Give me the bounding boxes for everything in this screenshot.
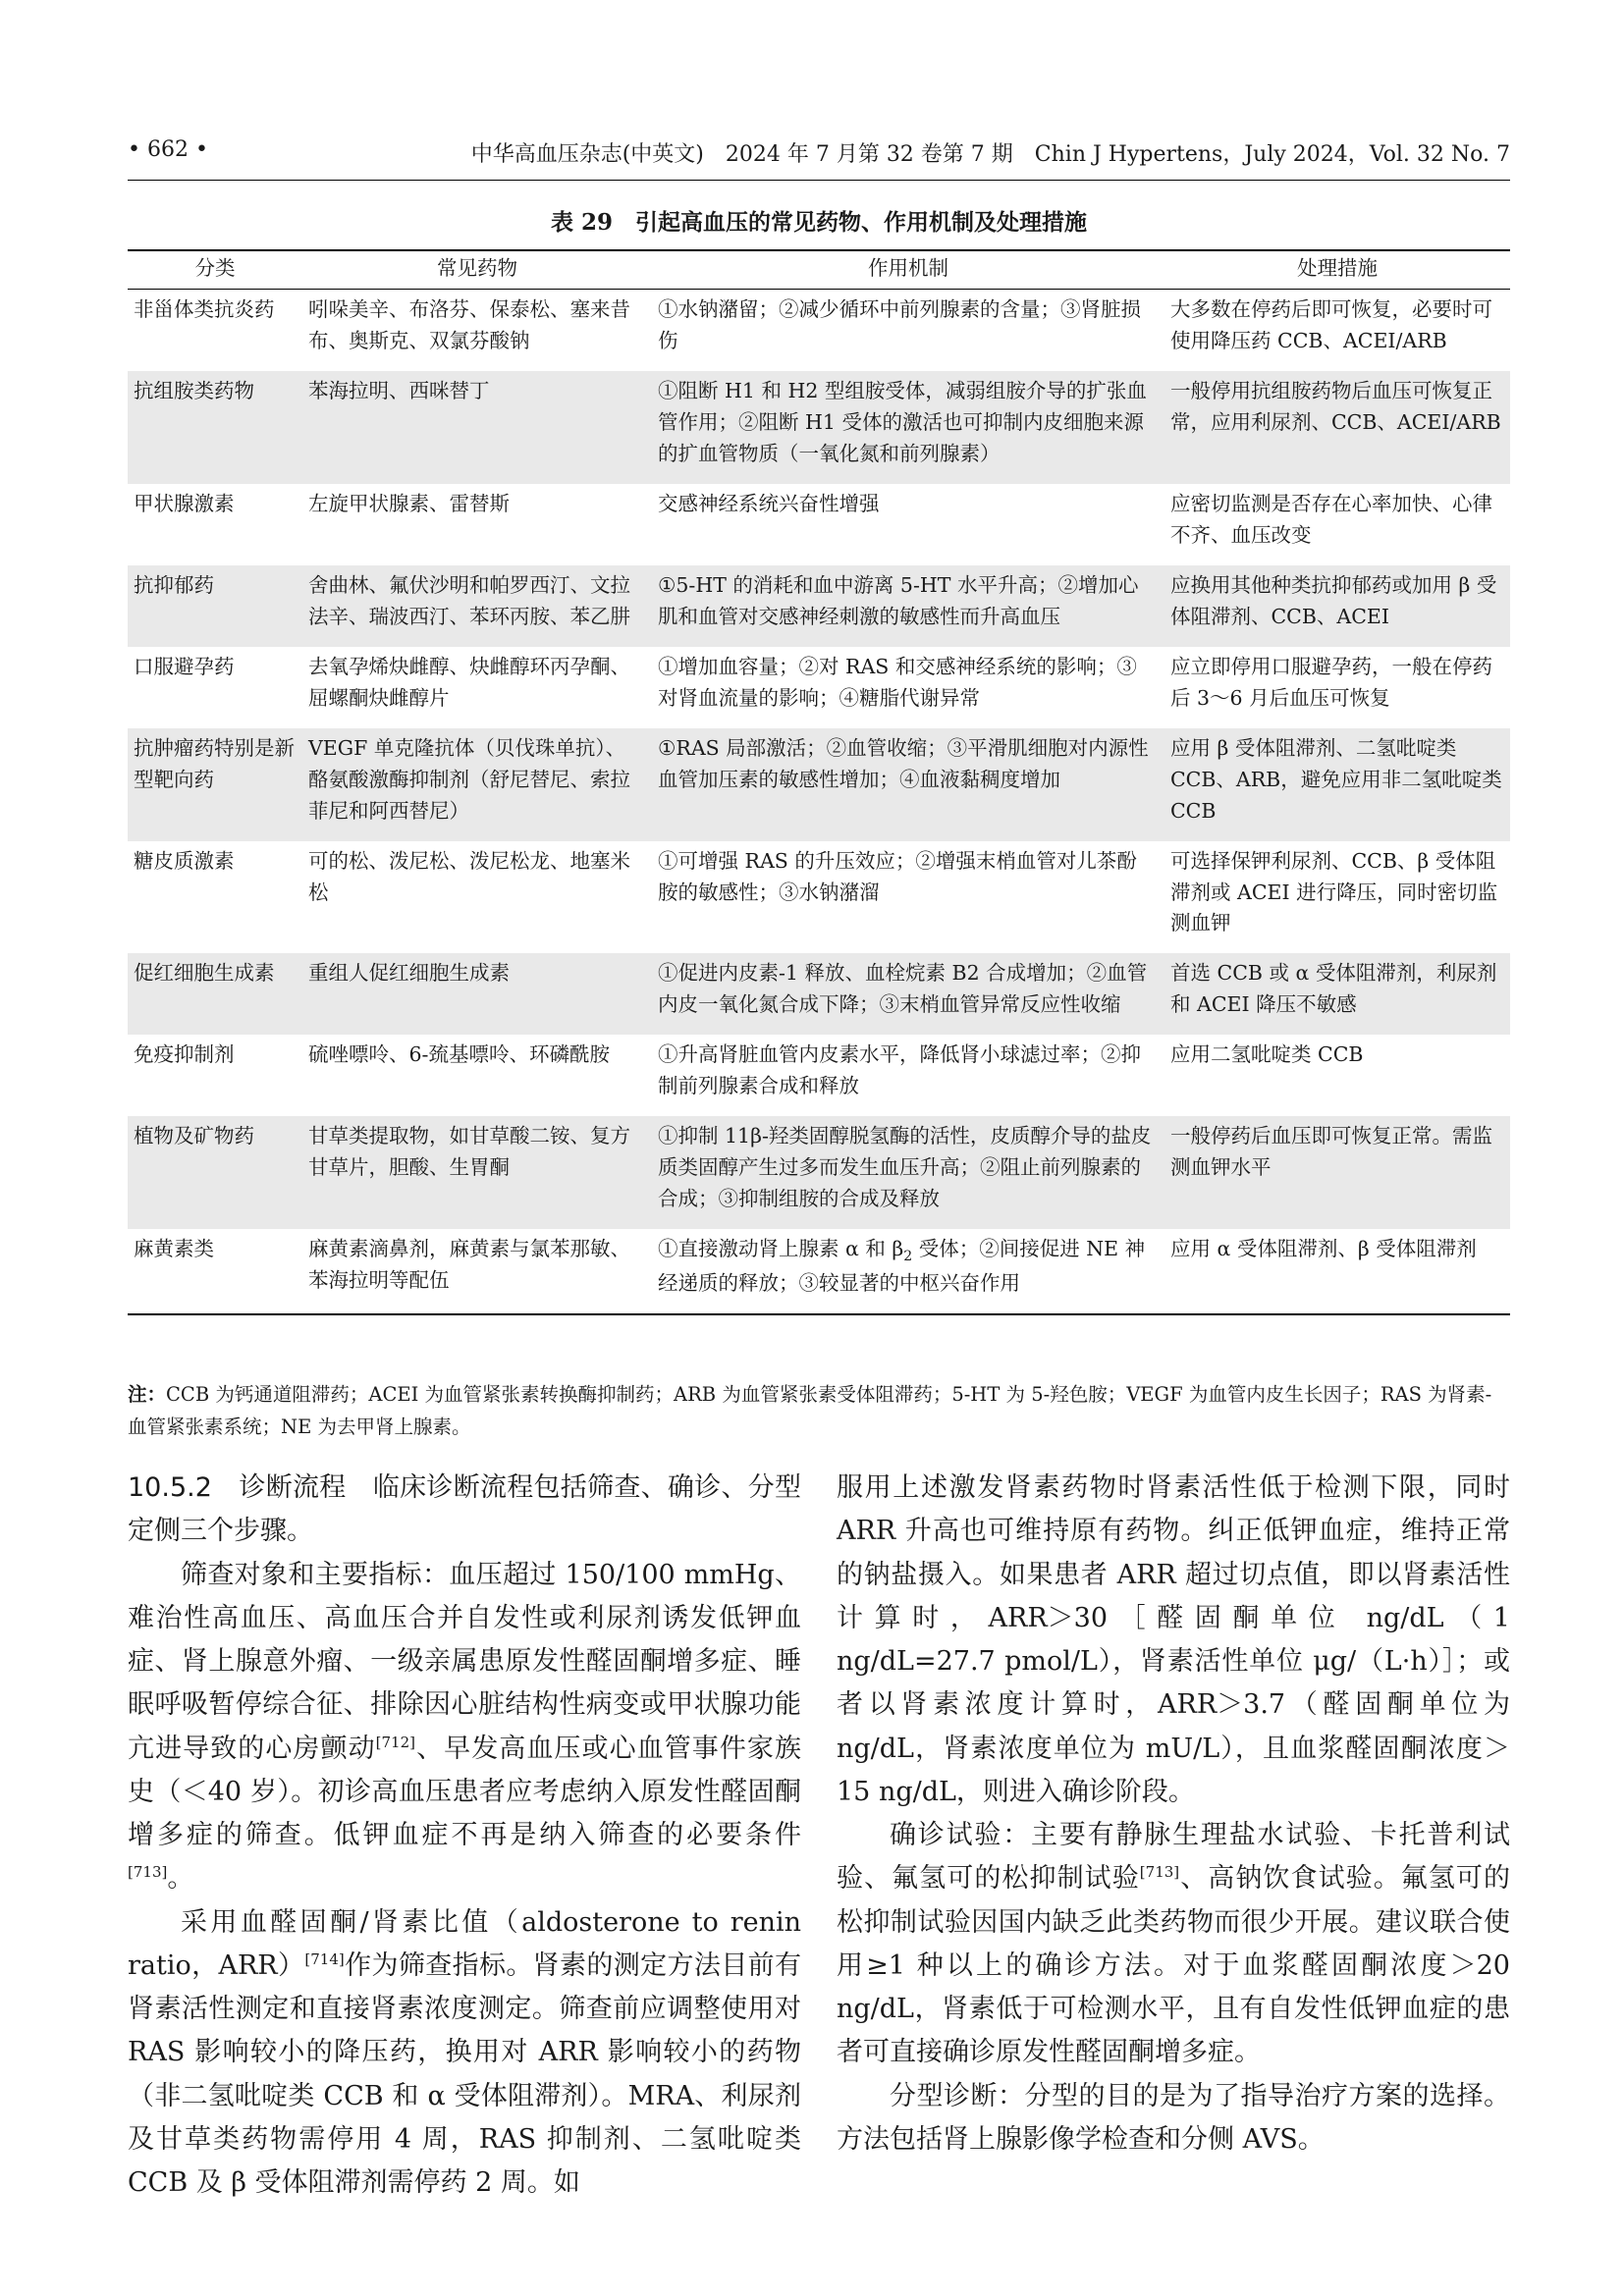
drugs-cell: 左旋甲状腺素、雷替斯 [308,491,510,515]
mechanism-cell: ①5-HT 的消耗和血中游离 5-HT 水平升高；②增加心肌和血管对交感神经刺激的敏感性而升高血压 [652,565,1164,647]
table-row [128,371,1510,484]
category-cell: 非甾体类抗炎药 [134,296,275,321]
paragraph: 分型诊断：分型的目的是为了指导治疗方案的选择。方法包括肾上腺影像学检查和分侧 AVS。 [837,2080,1510,2155]
subscript: 2 [903,1249,913,1265]
mechanism-cell: ①可增强 RAS 的升压效应；②增强末梢血管对儿茶酚胺的敏感性；③水钠潴溜 [658,848,1137,904]
table-footnote [128,1378,1510,1443]
paragraph: 服用上述激发肾素药物时肾素活性低于检测下限，同时 ARR 升高也可维持原有药物。纠正低钾血症，维持正常的钠盐摄入。如果患者 ARR 超过切点值，即以肾素活性计算时，ARR＞30［醛固酮单位 ng/dL（1 ng/dL=27.7 pmol/L），肾素活性单位 μg/（L·h）］；或者以肾素浓度计算时，ARR＞3.7（醛固酮单位为 ng/dL，肾素浓度单位为 mU/L），且血浆醛固酮浓度＞15 ng/dL，则进入确诊阶段。 [837,1472,1510,1807]
table-row [128,953,1510,1035]
treatment-cell: 应换用其他种类抗抑郁药或加用 β 受体阻滞剂、CCB、ACEI [1164,565,1510,647]
paragraph-text: 、早发高血压或心血管事件家族史（＜40 岁）。初诊高血压患者应考虑纳入原发性醛固酮增多症的筛查。低钾血症不再是纳入筛查的必要条件 [128,1733,802,1851]
category-cell: 免疫抑制剂 [134,1042,235,1067]
paragraph-text: 、高钠饮食试验。氟氢可的松抑制试验因国内缺乏此类药物而很少开展。建议联合使用≥1 种以上的确诊方法。对于血浆醛固酮浓度＞20 ng/dL，肾素低于可检测水平，且有自发性低钾血症的患者可直接确诊原发性醛固酮增多症。 [837,1863,1511,2068]
drugs-cell: 麻黄素滴鼻剂，麻黄素与氯苯那敏、苯海拉明等配伍 [302,1229,652,1314]
body-column-left [128,1467,801,2206]
table-row [128,647,1510,728]
paragraph-text: 确诊试验：主要有静脉生理盐水试验、卡托普利试验、氟氢可的松抑制试验 [837,1820,1510,1895]
category-cell: 促红细胞生成素 [128,953,302,1035]
table-row [128,484,1510,565]
mechanism-cell: ①水钠潴留；②减少循环中前列腺素的含量；③肾脏损伤 [658,296,1141,352]
category-cell: 甲状腺激素 [134,491,235,515]
citation: [714] [304,1949,345,1968]
paragraph-text: 。 [167,1863,194,1895]
section-title: 诊断流程 [239,1472,347,1503]
treatment-cell: 可选择保钾利尿剂、CCB、β 受体阻滞剂或 ACEI 进行降压，同时密切监测血钾 [1170,848,1498,935]
paragraph-text: 临床诊断流程包括筛查、确诊、分型定侧三个步骤。 [128,1472,802,1547]
mechanism-cell: ①阻断 H1 和 H2 型组胺受体，减弱组胺介导的扩张血管作用；②阻断 H1 受体的激活也可抑制内皮细胞来源的扩血管物质（一氧化氮和前列腺素） [652,371,1164,484]
mechanism-cell: ①促进内皮素-1 释放、血栓烷素 B2 合成增加；②血管内皮一氧化氮合成下降；③末梢血管异常反应性收缩 [652,953,1164,1035]
mechanism-cell: ①增加血容量；②对 RAS 和交感神经系统的影响；③对肾血流量的影响；④糖脂代谢异常 [658,654,1137,710]
page-number: • 662 • [128,137,208,162]
citation: [713] [1139,1863,1180,1882]
footnote-text: CCB 为钙通道阻滞药；ACEI 为血管紧张素转换酶抑制药；ARB 为血管紧张素受体阻滞药；5-HT 为 5-羟色胺；VEGF 为血管内皮生长因子；RAS 为肾素-血管紧张素系统；NE 为去甲肾上腺素。 [128,1383,1492,1439]
paragraph [837,1814,1510,2075]
treatment-cell: 应用 β 受体阻滞剂、二氢吡啶类 CCB、ARB，避免应用非二氢吡啶类 CCB [1164,728,1510,841]
paragraph-text: 筛查对象和主要指标：血压超过 150/100 mmHg、难治性高血压、高血压合并自发性或利尿剂诱发低钾血症、肾上腺意外瘤、一级亲属患原发性醛固酮增多症、睡眠呼吸暂停综合征、排除因心脏结构性病变或甲状腺功能亢进导致的心房颤动 [128,1559,801,1764]
table-row [128,289,1510,370]
drugs-cell: 吲哚美辛、布洛芬、保泰松、塞来昔布、奥斯克、双氯芬酸钠 [308,296,630,352]
column-header: 处理措施 [1164,250,1510,289]
column-header: 常见药物 [302,250,652,289]
drugs-cell: 硫唑嘌呤、6-巯基嘌呤、环磷酰胺 [308,1042,610,1067]
paragraph [128,1901,801,2206]
category-cell: 抗肿瘤药特别是新型靶向药 [128,728,302,841]
mechanism-cell: ①RAS 局部激活；②血管收缩；③平滑肌细胞对内源性血管加压素的敏感性增加；④血液黏稠度增加 [652,728,1164,841]
table-row [128,728,1510,841]
running-header [128,137,1510,177]
drugs-cell: VEGF 单克隆抗体（贝伐珠单抗）、酪氨酸激酶抑制剂（舒尼替尼、索拉菲尼和阿西替尼） [302,728,652,841]
mechanism-cell: ①抑制 11β-羟类固醇脱氢酶的活性，皮质醇介导的盐皮质类固醇产生过多而发生血压升高；②阻止前列腺素的合成；③抑制组胺的合成及释放 [652,1116,1164,1229]
treatment-cell: 应密切监测是否存在心率加快、心律不齐、血压改变 [1170,491,1492,547]
paragraph-text: 作为筛查指标。肾素的测定方法目前有肾素活性测定和直接肾素浓度测定。筛查前应调整使用对 RAS 影响较小的降压药，换用对 ARR 影响较小的药物（非二氢吡啶类 CCB 和 α 受体阻滞剂）。MRA、利尿剂及甘草类药物需停用 4 周，RAS 抑制剂、二氢吡啶类 CCB 及 β 受体阻滞剂需停药 2 周。如 [128,1949,802,2199]
mechanism-text: 受体；②间接促进 NE 神经递质的释放；③较显著的中枢兴奋作用 [658,1237,1146,1296]
drug-table [128,249,1510,1315]
category-cell: 抗抑郁药 [128,565,302,647]
category-cell: 麻黄素类 [128,1229,302,1314]
category-cell: 抗组胺类药物 [128,371,302,484]
paragraph [128,1554,801,1901]
body-column-right [837,1467,1510,2162]
table-row [128,1035,1510,1116]
paragraph-text: 采用血醛固酮/肾素比值（aldosterone to renin ratio，ARR） [128,1906,801,1981]
table-row [128,841,1510,954]
category-cell: 植物及矿物药 [128,1116,302,1229]
treatment-cell: 一般停用抗组胺药物后血压可恢复正常，应用利尿剂、CCB、ACEI/ARB [1164,371,1510,484]
table-title: 表 29 引起高血压的常见药物、作用机制及处理措施 [550,209,1087,236]
category-cell: 糖皮质激素 [134,848,235,873]
table-row [128,565,1510,647]
citation: [713] [128,1863,168,1882]
treatment-cell: 应用二氢吡啶类 CCB [1170,1042,1364,1067]
mechanism-text: ①直接激动肾上腺素 α 和 β [658,1237,904,1261]
treatment-cell: 应立即停用口服避孕药，一般在停药后 3～6 月后血压可恢复 [1170,654,1492,710]
table-row [128,1229,1510,1314]
treatment-cell: 一般停药后血压即可恢复正常。需监测血钾水平 [1164,1116,1510,1229]
treatment-cell: 大多数在停药后即可恢复，必要时可使用降压药 CCB、ACEI/ARB [1170,296,1492,352]
drugs-cell: 舍曲林、氟伏沙明和帕罗西汀、文拉法辛、瑞波西汀、苯环丙胺、苯乙肼 [302,565,652,647]
drugs-cell: 去氧孕烯炔雌醇、炔雌醇环丙孕酮、屈螺酮炔雌醇片 [308,654,630,710]
paragraph [128,1467,801,1554]
drugs-cell: 可的松、泼尼松、泼尼松龙、地塞米松 [308,848,630,904]
treatment-cell: 首选 CCB 或 α 受体阻滞剂，利尿剂和 ACEI 降压不敏感 [1164,953,1510,1035]
mechanism-cell [652,1229,1164,1314]
treatment-cell: 应用 α 受体阻滞剂、β 受体阻滞剂 [1164,1229,1510,1314]
footnote-label: 注： [128,1383,167,1406]
drugs-cell: 甘草类提取物，如甘草酸二铵、复方甘草片，胆酸、生胃酮 [302,1116,652,1229]
section-number: 10.5.2 [128,1472,212,1503]
drugs-cell: 苯海拉明、西咪替丁 [302,371,652,484]
mechanism-cell: ①升高肾脏血管内皮素水平，降低肾小球滤过率；②抑制前列腺素合成和释放 [658,1042,1141,1098]
mechanism-cell: 交感神经系统兴奋性增强 [658,491,880,515]
column-header: 作用机制 [652,250,1164,289]
citation: [712] [375,1733,415,1751]
drugs-cell: 重组人促红细胞生成素 [302,953,652,1035]
journal-citation: 中华高血压杂志(中英文) 2024 年 7 月第 32 卷第 7 期 Chin J Hypertens，July 2024，Vol. 32 No. 7 [470,142,1510,167]
column-header: 分类 [128,250,302,289]
header-rule [128,180,1510,181]
category-cell: 口服避孕药 [134,654,235,678]
table-row [128,1116,1510,1229]
table-header-row [128,250,1510,289]
